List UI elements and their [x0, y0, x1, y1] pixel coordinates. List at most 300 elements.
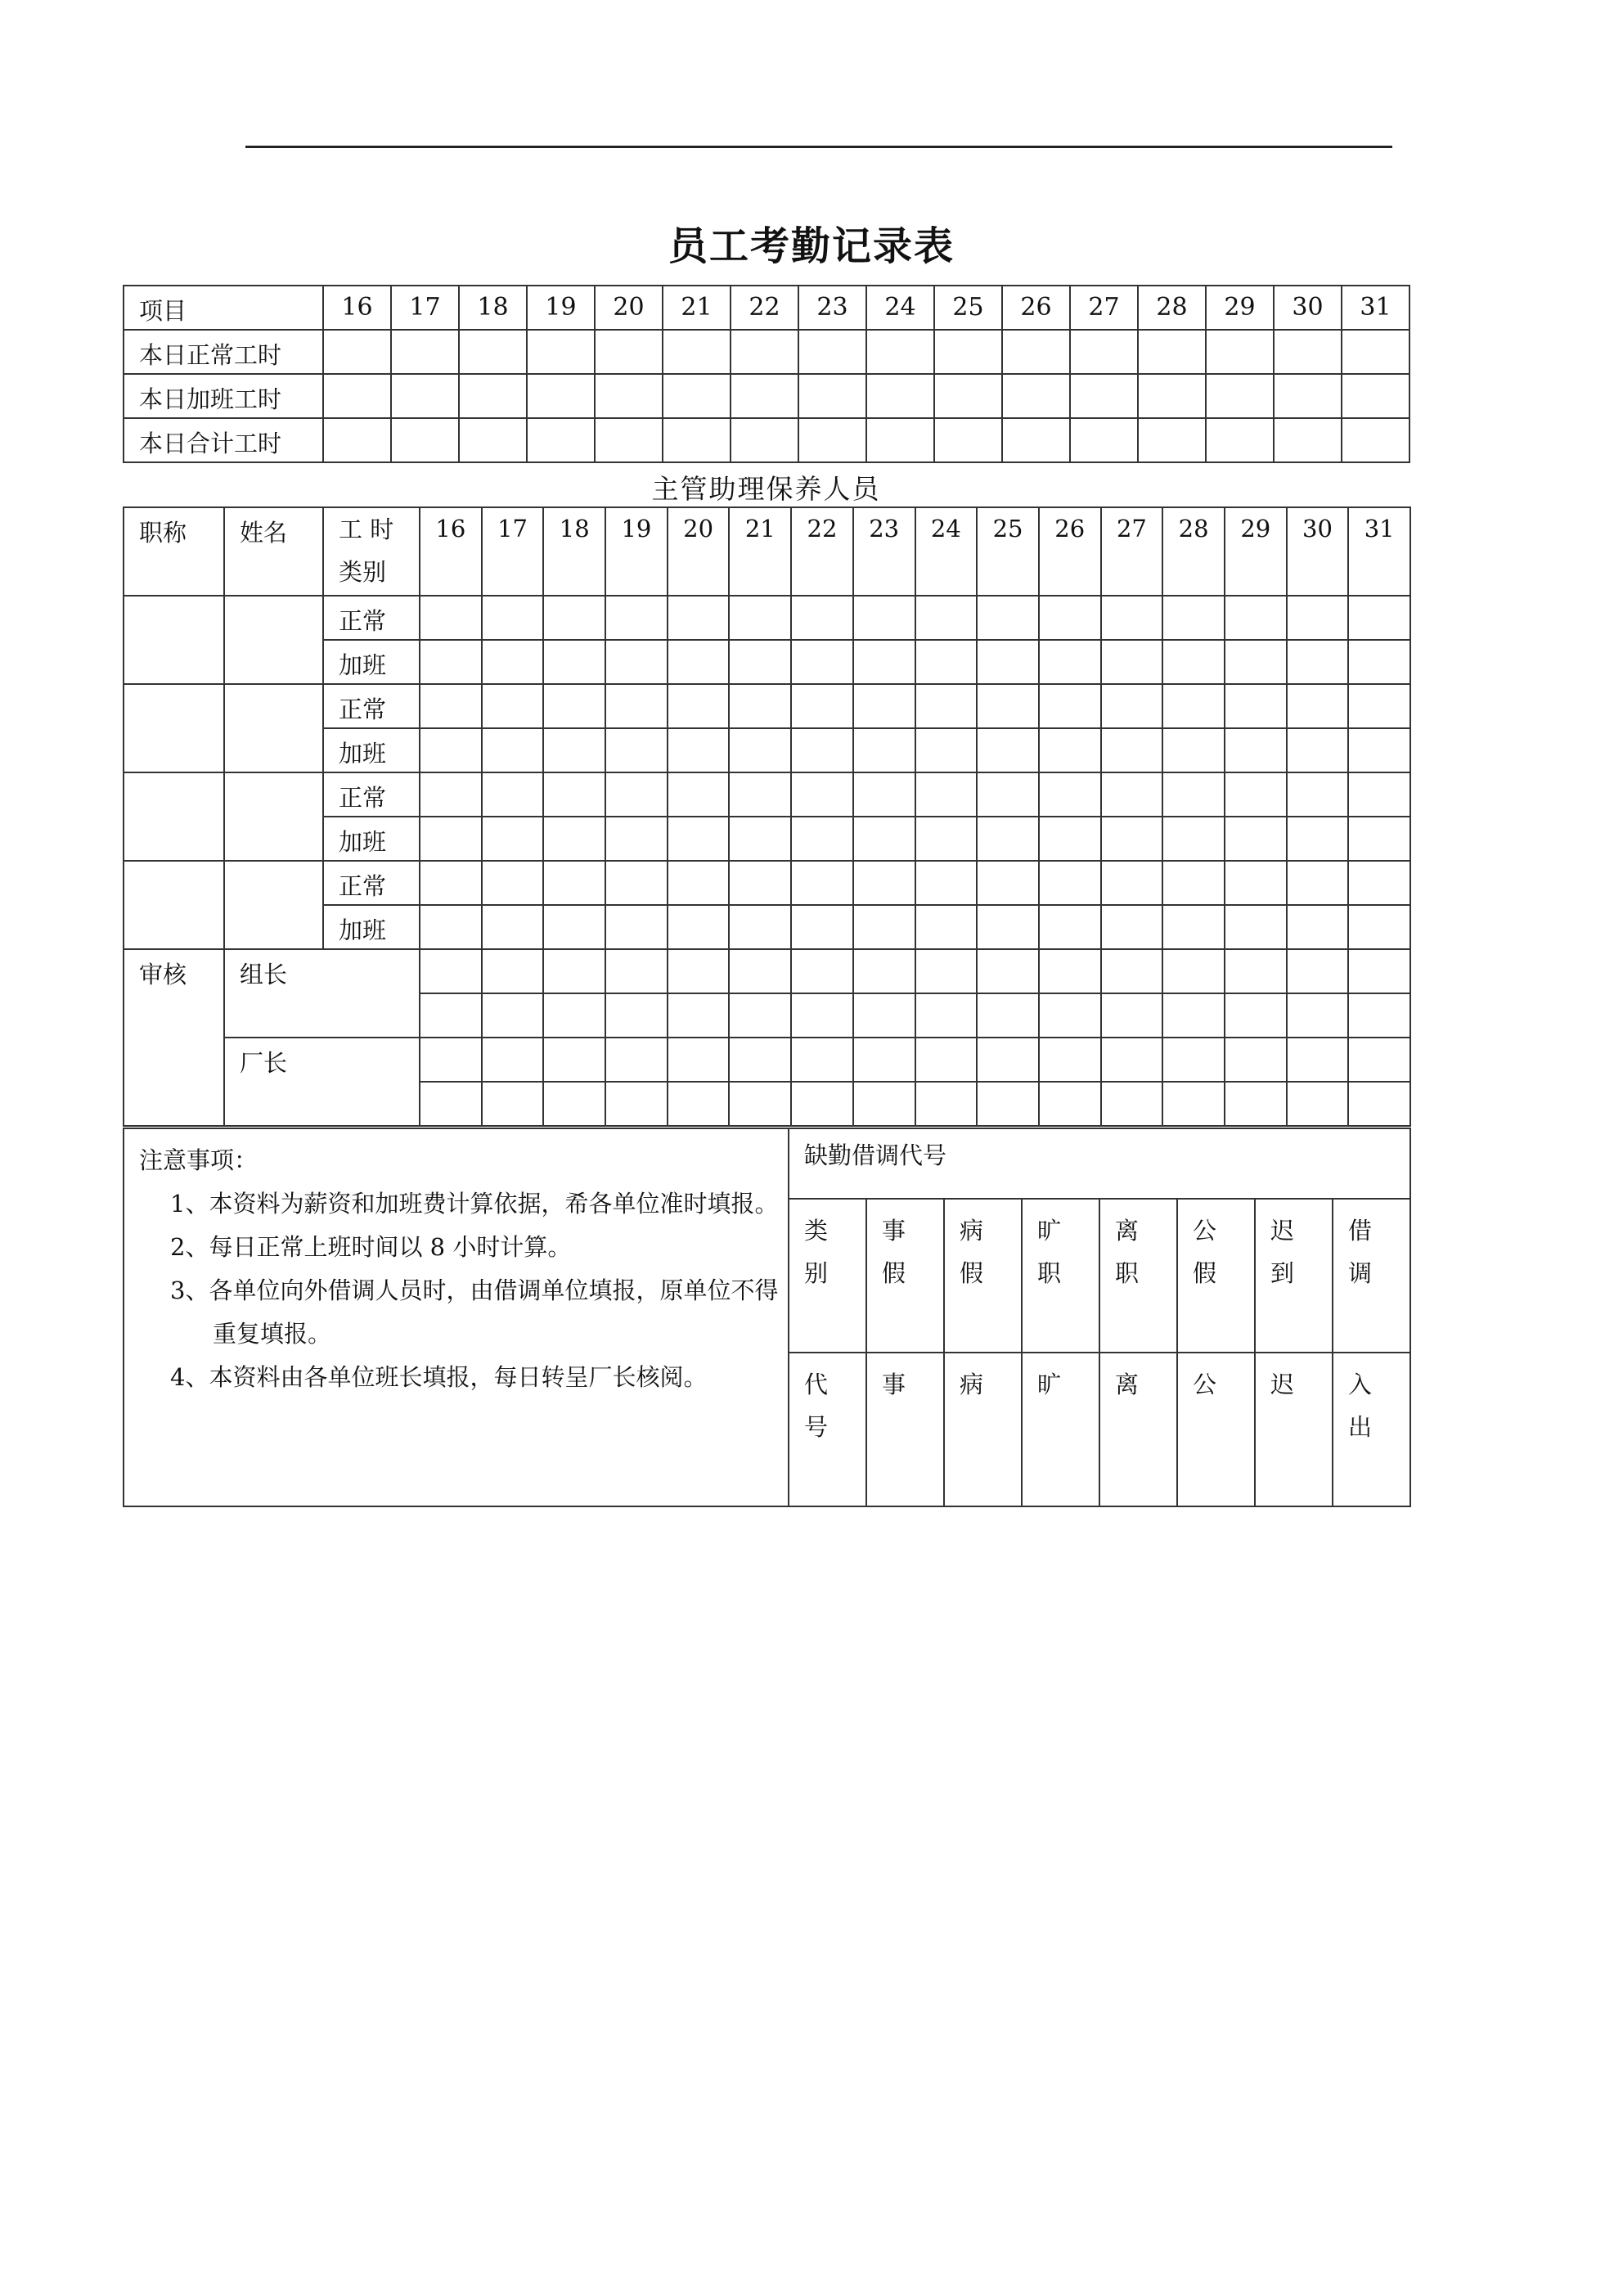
hours-entry-cell[interactable] [1206, 418, 1274, 462]
hours-entry-cell[interactable] [1287, 728, 1349, 772]
hours-entry-cell[interactable] [1342, 330, 1409, 374]
hours-entry-cell[interactable] [595, 418, 663, 462]
hours-entry-cell[interactable] [791, 817, 853, 861]
hours-entry-cell[interactable] [605, 684, 668, 728]
signature-cell[interactable] [1162, 949, 1225, 993]
normal-hours-label: 本日正常工时 [124, 330, 323, 374]
signature-cell[interactable] [543, 949, 605, 993]
hours-entry-cell[interactable] [1101, 817, 1163, 861]
signature-cell[interactable] [977, 993, 1039, 1038]
signature-cell[interactable] [605, 1082, 668, 1126]
staff-title-cell[interactable] [124, 861, 224, 949]
hours-entry-cell[interactable] [668, 772, 730, 817]
signature-cell[interactable] [1225, 949, 1287, 993]
summary-row [124, 418, 1409, 462]
hours-entry-cell[interactable] [527, 330, 595, 374]
hours-entry-cell[interactable] [791, 728, 853, 772]
hours-entry-cell[interactable] [1287, 905, 1349, 949]
hours-entry-cell[interactable] [1342, 418, 1409, 462]
signature-cell[interactable] [729, 1082, 791, 1126]
hours-entry-cell[interactable] [729, 728, 791, 772]
hours-entry-cell[interactable] [977, 728, 1039, 772]
hours-entry-cell[interactable] [391, 374, 459, 418]
hours-entry-cell[interactable] [1225, 640, 1287, 684]
day-header: 30 [1287, 507, 1349, 596]
signature-cell[interactable] [1287, 1082, 1349, 1126]
hours-entry-cell[interactable] [1070, 374, 1138, 418]
hours-entry-cell[interactable] [420, 596, 482, 640]
hours-entry-cell[interactable] [1138, 418, 1206, 462]
signature-cell[interactable] [1287, 949, 1349, 993]
staff-name-cell[interactable] [224, 596, 323, 684]
hours-entry-cell[interactable] [663, 330, 731, 374]
hours-entry-cell[interactable] [866, 374, 934, 418]
day-header: 31 [1348, 507, 1410, 596]
signature-cell[interactable] [1039, 993, 1101, 1038]
hours-entry-cell[interactable] [1101, 861, 1163, 905]
hours-entry-cell[interactable] [1225, 861, 1287, 905]
signature-cell[interactable] [1101, 993, 1163, 1038]
hours-entry-cell[interactable] [1225, 772, 1287, 817]
normal-label: 正常 [323, 684, 420, 728]
hours-entry-cell[interactable] [1206, 374, 1274, 418]
hours-entry-cell[interactable] [459, 418, 527, 462]
hours-entry-cell[interactable] [605, 905, 668, 949]
hours-entry-cell[interactable] [977, 817, 1039, 861]
hours-entry-cell[interactable] [977, 684, 1039, 728]
hours-entry-cell[interactable] [391, 418, 459, 462]
hours-entry-cell[interactable] [853, 817, 915, 861]
team-leader-label: 组长 [224, 949, 420, 1038]
hours-entry-cell[interactable] [663, 418, 731, 462]
hours-entry-cell[interactable] [1039, 596, 1101, 640]
hours-entry-cell[interactable] [798, 418, 866, 462]
absence-type-char: 迟 [1270, 1217, 1295, 1245]
day-header: 25 [977, 507, 1039, 596]
hours-entry-cell[interactable] [853, 596, 915, 640]
signature-cell[interactable] [1225, 993, 1287, 1038]
hours-entry-cell[interactable] [543, 905, 605, 949]
hours-entry-cell[interactable] [1225, 817, 1287, 861]
signature-cell[interactable] [915, 1082, 978, 1126]
day-header: 24 [866, 286, 934, 330]
hours-entry-cell[interactable] [1287, 772, 1349, 817]
hours-entry-cell[interactable] [1039, 905, 1101, 949]
hours-entry-cell[interactable] [977, 861, 1039, 905]
day-header: 21 [729, 507, 791, 596]
signature-cell[interactable] [605, 993, 668, 1038]
hours-entry-cell[interactable] [798, 330, 866, 374]
hours-entry-cell[interactable] [791, 684, 853, 728]
hours-entry-cell[interactable] [1225, 905, 1287, 949]
signature-cell[interactable] [420, 993, 482, 1038]
review-label: 审核 [124, 949, 224, 1126]
signature-cell[interactable] [1039, 949, 1101, 993]
hours-entry-cell[interactable] [1162, 772, 1225, 817]
signature-cell[interactable] [668, 993, 730, 1038]
hours-entry-cell[interactable] [1274, 330, 1342, 374]
day-header: 20 [668, 507, 730, 596]
hours-entry-cell[interactable] [915, 772, 978, 817]
hours-entry-cell[interactable] [527, 418, 595, 462]
hours-entry-cell[interactable] [915, 728, 978, 772]
hours-entry-cell[interactable] [853, 640, 915, 684]
hours-entry-cell[interactable] [459, 374, 527, 418]
hours-entry-cell[interactable] [1225, 596, 1287, 640]
hours-entry-cell[interactable] [1101, 772, 1163, 817]
summary-header-row [124, 286, 1409, 330]
hours-entry-cell[interactable] [729, 640, 791, 684]
hours-entry-cell[interactable] [1162, 640, 1225, 684]
hours-entry-cell[interactable] [1002, 374, 1070, 418]
hours-entry-cell[interactable] [1287, 684, 1349, 728]
hours-entry-cell[interactable] [668, 684, 730, 728]
signature-cell[interactable] [853, 949, 915, 993]
daily-hours-table [123, 285, 1410, 463]
review-row [124, 949, 1410, 993]
absence-type-char: 离 [1115, 1217, 1140, 1245]
signature-cell[interactable] [1101, 949, 1163, 993]
hours-entry-cell[interactable] [791, 596, 853, 640]
absence-type-char: 假 [960, 1259, 984, 1287]
hours-entry-cell[interactable] [605, 640, 668, 684]
hours-entry-cell[interactable] [482, 772, 544, 817]
signature-cell[interactable] [420, 949, 482, 993]
hours-entry-cell[interactable] [1039, 640, 1101, 684]
hours-entry-cell[interactable] [729, 772, 791, 817]
hours-entry-cell[interactable] [543, 772, 605, 817]
hours-entry-cell[interactable] [729, 817, 791, 861]
signature-cell[interactable] [1162, 1082, 1225, 1126]
hours-entry-cell[interactable] [1348, 817, 1410, 861]
hours-entry-cell[interactable] [1274, 418, 1342, 462]
hours-entry-cell[interactable] [853, 684, 915, 728]
hours-entry-cell[interactable] [731, 374, 798, 418]
hours-entry-cell[interactable] [420, 861, 482, 905]
signature-cell[interactable] [729, 949, 791, 993]
hours-entry-cell[interactable] [420, 905, 482, 949]
hours-entry-cell[interactable] [731, 418, 798, 462]
total-hours-label: 本日合计工时 [124, 418, 323, 462]
absence-type-char: 职 [1115, 1259, 1140, 1287]
signature-cell[interactable] [977, 949, 1039, 993]
absence-code-cell [1177, 1353, 1255, 1506]
hours-entry-cell[interactable] [1348, 640, 1410, 684]
hours-entry-cell[interactable] [482, 728, 544, 772]
signature-cell[interactable] [853, 1038, 915, 1082]
note-item: 1、本资料为薪资和加班费计算依据，希各单位准时填报。 [170, 1190, 779, 1218]
hours-entry-cell[interactable] [1039, 772, 1101, 817]
hours-entry-cell[interactable] [420, 728, 482, 772]
absence-type-char: 公 [1193, 1217, 1217, 1245]
hours-entry-cell[interactable] [853, 861, 915, 905]
hours-entry-cell[interactable] [1039, 728, 1101, 772]
signature-cell[interactable] [853, 1082, 915, 1126]
hours-entry-cell[interactable] [866, 330, 934, 374]
hours-entry-cell[interactable] [866, 418, 934, 462]
hours-entry-cell[interactable] [729, 596, 791, 640]
overtime-label: 加班 [323, 640, 420, 684]
signature-cell[interactable] [791, 1082, 853, 1126]
signature-cell[interactable] [482, 1082, 544, 1126]
hours-entry-cell[interactable] [1101, 640, 1163, 684]
hours-entry-cell[interactable] [391, 330, 459, 374]
hours-entry-cell[interactable] [1070, 418, 1138, 462]
hours-entry-cell[interactable] [934, 418, 1002, 462]
hours-entry-cell[interactable] [605, 861, 668, 905]
hours-entry-cell[interactable] [1348, 728, 1410, 772]
hours-entry-cell[interactable] [915, 684, 978, 728]
signature-cell[interactable] [791, 1038, 853, 1082]
hours-entry-cell[interactable] [543, 596, 605, 640]
hours-entry-cell[interactable] [934, 374, 1002, 418]
hours-entry-cell[interactable] [729, 861, 791, 905]
absence-code-heading: 缺勤借调代号 [789, 1128, 1410, 1199]
hours-entry-cell[interactable] [605, 772, 668, 817]
hours-entry-cell[interactable] [1162, 905, 1225, 949]
signature-cell[interactable] [543, 1038, 605, 1082]
hours-entry-cell[interactable] [1287, 596, 1349, 640]
absence-code-char: 旷 [1037, 1371, 1062, 1398]
signature-cell[interactable] [977, 1038, 1039, 1082]
signature-cell[interactable] [791, 949, 853, 993]
hours-entry-cell[interactable] [668, 817, 730, 861]
signature-cell[interactable] [420, 1038, 482, 1082]
hours-entry-cell[interactable] [543, 861, 605, 905]
staff-name-cell[interactable] [224, 861, 323, 949]
hours-entry-cell[interactable] [1101, 596, 1163, 640]
hours-entry-cell[interactable] [791, 772, 853, 817]
day-header: 22 [791, 507, 853, 596]
staff-name-cell[interactable] [224, 772, 323, 861]
hours-entry-cell[interactable] [1039, 684, 1101, 728]
hours-entry-cell[interactable] [977, 905, 1039, 949]
hours-entry-cell[interactable] [729, 905, 791, 949]
hours-entry-cell[interactable] [1225, 684, 1287, 728]
hours-entry-cell[interactable] [853, 772, 915, 817]
hours-entry-cell[interactable] [1039, 817, 1101, 861]
signature-cell[interactable] [605, 1038, 668, 1082]
hours-entry-cell[interactable] [543, 817, 605, 861]
signature-cell[interactable] [668, 1082, 730, 1126]
absence-type-char: 病 [960, 1217, 984, 1245]
signature-cell[interactable] [729, 1038, 791, 1082]
signature-cell[interactable] [1348, 1038, 1410, 1082]
hours-entry-cell[interactable] [977, 772, 1039, 817]
signature-cell[interactable] [1348, 993, 1410, 1038]
signature-cell[interactable] [915, 1038, 978, 1082]
hours-entry-cell[interactable] [1225, 728, 1287, 772]
hours-entry-cell[interactable] [482, 861, 544, 905]
hours-entry-cell[interactable] [731, 330, 798, 374]
hours-entry-cell[interactable] [915, 596, 978, 640]
section-title: 主管助理保养人员 [651, 473, 881, 505]
signature-cell[interactable] [1348, 949, 1410, 993]
hours-entry-cell[interactable] [1162, 684, 1225, 728]
hours-entry-cell[interactable] [1348, 596, 1410, 640]
signature-cell[interactable] [915, 993, 978, 1038]
hours-entry-cell[interactable] [668, 905, 730, 949]
day-header: 22 [731, 286, 798, 330]
hours-entry-cell[interactable] [798, 374, 866, 418]
absence-type-char: 到 [1270, 1259, 1295, 1287]
hours-entry-cell[interactable] [1002, 330, 1070, 374]
signature-cell[interactable] [1225, 1082, 1287, 1126]
hours-entry-cell[interactable] [1348, 684, 1410, 728]
signature-cell[interactable] [1101, 1082, 1163, 1126]
hours-entry-cell[interactable] [595, 374, 663, 418]
hours-entry-cell[interactable] [791, 905, 853, 949]
signature-cell[interactable] [1162, 1038, 1225, 1082]
signature-cell[interactable] [1287, 993, 1349, 1038]
hours-entry-cell[interactable] [1138, 330, 1206, 374]
hours-entry-cell[interactable] [323, 418, 391, 462]
hours-entry-cell[interactable] [1162, 817, 1225, 861]
hours-entry-cell[interactable] [1162, 861, 1225, 905]
hours-entry-cell[interactable] [1342, 374, 1409, 418]
item-header: 项目 [124, 286, 323, 330]
hours-entry-cell[interactable] [420, 684, 482, 728]
hours-type-line2: 类别 [339, 558, 387, 586]
hours-entry-cell[interactable] [668, 728, 730, 772]
hours-entry-cell[interactable] [663, 374, 731, 418]
review-row [124, 1038, 1410, 1082]
hours-entry-cell[interactable] [1162, 596, 1225, 640]
hours-entry-cell[interactable] [853, 905, 915, 949]
overtime-label: 加班 [323, 905, 420, 949]
hours-entry-cell[interactable] [323, 374, 391, 418]
hours-entry-cell[interactable] [1162, 728, 1225, 772]
hours-entry-cell[interactable] [915, 817, 978, 861]
hours-entry-cell[interactable] [482, 817, 544, 861]
hours-entry-cell[interactable] [1101, 728, 1163, 772]
hours-entry-cell[interactable] [543, 684, 605, 728]
absence-code-char: 迟 [1270, 1371, 1295, 1398]
absence-type-char: 借 [1348, 1217, 1373, 1245]
staff-title-cell[interactable] [124, 684, 224, 772]
hours-entry-cell[interactable] [668, 640, 730, 684]
hours-entry-cell[interactable] [977, 596, 1039, 640]
staff-row [124, 596, 1410, 640]
hours-entry-cell[interactable] [1348, 772, 1410, 817]
hours-entry-cell[interactable] [1287, 817, 1349, 861]
signature-cell[interactable] [1225, 1038, 1287, 1082]
signature-cell[interactable] [668, 949, 730, 993]
hours-entry-cell[interactable] [934, 330, 1002, 374]
absence-code-char: 出 [1348, 1413, 1373, 1441]
hours-entry-cell[interactable] [1274, 374, 1342, 418]
hours-entry-cell[interactable] [527, 374, 595, 418]
hours-entry-cell[interactable] [1101, 684, 1163, 728]
day-header: 19 [527, 286, 595, 330]
hours-entry-cell[interactable] [668, 861, 730, 905]
hours-entry-cell[interactable] [1002, 418, 1070, 462]
signature-cell[interactable] [1348, 1082, 1410, 1126]
hours-entry-cell[interactable] [729, 684, 791, 728]
day-header: 31 [1342, 286, 1409, 330]
hours-entry-cell[interactable] [1287, 640, 1349, 684]
hours-entry-cell[interactable] [605, 728, 668, 772]
hours-entry-cell[interactable] [605, 596, 668, 640]
hours-entry-cell[interactable] [420, 817, 482, 861]
hours-entry-cell[interactable] [482, 596, 544, 640]
hours-entry-cell[interactable] [543, 640, 605, 684]
hours-entry-cell[interactable] [420, 640, 482, 684]
hours-entry-cell[interactable] [1039, 861, 1101, 905]
page-title: 员工考勤记录表 [668, 223, 955, 269]
hours-entry-cell[interactable] [915, 861, 978, 905]
signature-cell[interactable] [853, 993, 915, 1038]
hours-entry-cell[interactable] [1138, 374, 1206, 418]
day-header: 26 [1039, 507, 1101, 596]
hours-entry-cell[interactable] [595, 330, 663, 374]
hours-entry-cell[interactable] [915, 640, 978, 684]
absence-type-cell [1333, 1199, 1410, 1353]
hours-entry-cell[interactable] [482, 684, 544, 728]
signature-cell[interactable] [668, 1038, 730, 1082]
hours-entry-cell[interactable] [1101, 905, 1163, 949]
absence-code-char: 事 [882, 1371, 906, 1398]
signature-cell[interactable] [543, 993, 605, 1038]
notes-cell [124, 1128, 789, 1506]
signature-cell[interactable] [1287, 1038, 1349, 1082]
signature-cell[interactable] [543, 1082, 605, 1126]
hours-entry-cell[interactable] [1348, 905, 1410, 949]
signature-cell[interactable] [1101, 1038, 1163, 1082]
hours-entry-cell[interactable] [482, 905, 544, 949]
staff-title-cell[interactable] [124, 596, 224, 684]
hours-entry-cell[interactable] [791, 640, 853, 684]
staff-title-cell[interactable] [124, 772, 224, 861]
signature-cell[interactable] [420, 1082, 482, 1126]
hours-entry-cell[interactable] [1287, 861, 1349, 905]
absence-type-char: 假 [882, 1259, 906, 1287]
hours-entry-cell[interactable] [1206, 330, 1274, 374]
staff-header-row [124, 507, 1410, 596]
absence-type-cell [1099, 1199, 1177, 1353]
hours-entry-cell[interactable] [605, 817, 668, 861]
hours-entry-cell[interactable] [482, 640, 544, 684]
absence-type-char: 别 [804, 1259, 829, 1287]
signature-cell[interactable] [977, 1082, 1039, 1126]
hours-entry-cell[interactable] [420, 772, 482, 817]
signature-cell[interactable] [605, 949, 668, 993]
signature-cell[interactable] [915, 949, 978, 993]
signature-cell[interactable] [1039, 1038, 1101, 1082]
signature-cell[interactable] [482, 993, 544, 1038]
hours-entry-cell[interactable] [791, 861, 853, 905]
signature-cell[interactable] [482, 1038, 544, 1082]
normal-label: 正常 [323, 772, 420, 817]
title-column-header: 职称 [124, 507, 224, 596]
signature-cell[interactable] [482, 949, 544, 993]
signature-cell[interactable] [1039, 1082, 1101, 1126]
hours-entry-cell[interactable] [853, 728, 915, 772]
hours-entry-cell[interactable] [977, 640, 1039, 684]
absence-code-cell [1255, 1353, 1333, 1506]
hours-entry-cell[interactable] [323, 330, 391, 374]
hours-entry-cell[interactable] [1348, 861, 1410, 905]
signature-cell[interactable] [791, 993, 853, 1038]
staff-name-cell[interactable] [224, 684, 323, 772]
signature-cell[interactable] [729, 993, 791, 1038]
hours-entry-cell[interactable] [1070, 330, 1138, 374]
hours-entry-cell[interactable] [668, 596, 730, 640]
hours-entry-cell[interactable] [915, 905, 978, 949]
hours-entry-cell[interactable] [459, 330, 527, 374]
hours-entry-cell[interactable] [543, 728, 605, 772]
signature-cell[interactable] [1162, 993, 1225, 1038]
